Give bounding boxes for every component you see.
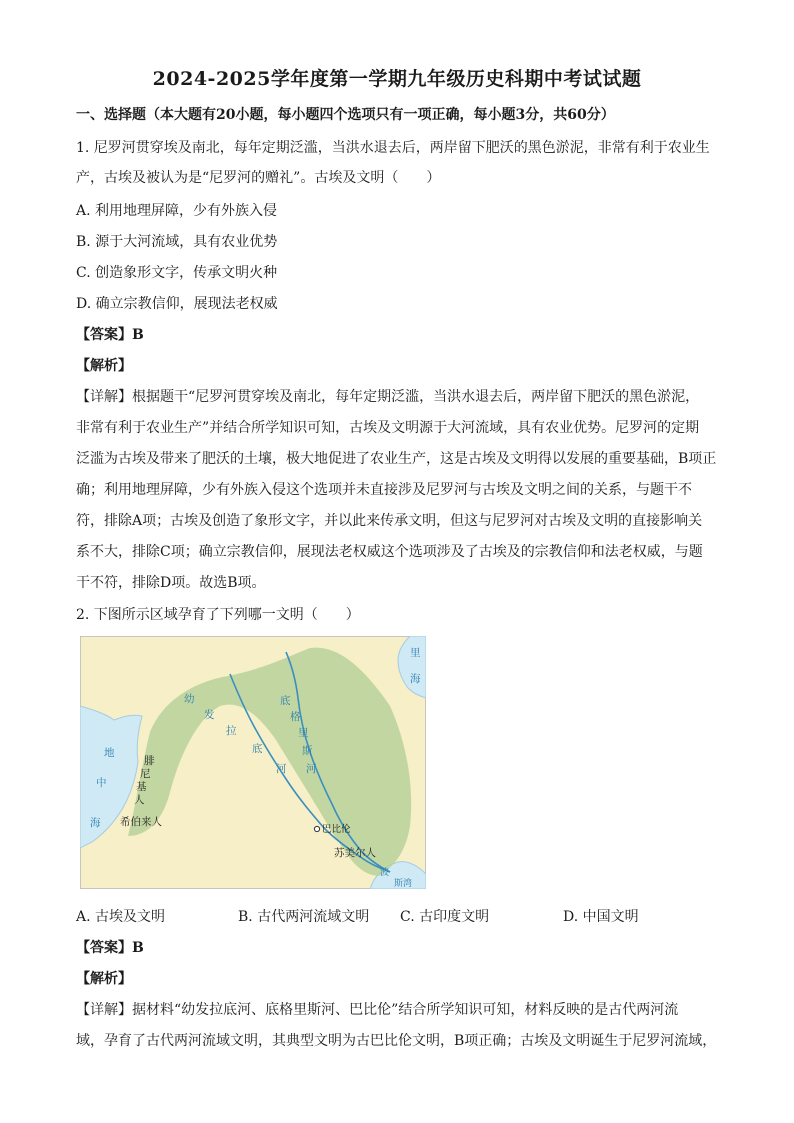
q2-analysis-label: 【解析】 bbox=[76, 971, 132, 987]
q1-answer: 【答案】B bbox=[76, 327, 144, 343]
map-label-mediterranean: 海 bbox=[90, 817, 101, 829]
map-label-sumerians: 苏美尔人 bbox=[334, 847, 376, 859]
map-label-hebrews: 希伯来人 bbox=[120, 816, 162, 828]
map-label-tigris: 底 bbox=[280, 695, 291, 707]
q1-option-a: A. 利用地理屏障，少有外族入侵 bbox=[76, 203, 278, 219]
q2-detail-line: 域，孕育了古代两河流域文明，其典型文明为古巴比伦文明，B项正确；古埃及文明诞生于尼罗河流域， bbox=[76, 1033, 717, 1049]
page-title: 2024-2025学年度第一学期九年级历史科期中考试试题 bbox=[152, 68, 642, 90]
q1-detail-line: 系不大，排除C项；确立宗教信仰，展现法老权威这个选项涉及了古埃及的宗教信仰和法老权威，与题 bbox=[76, 544, 703, 560]
q1-stem-line2: 产，古埃及被认为是“尼罗河的赠礼”。古埃及文明（ ） bbox=[76, 170, 441, 186]
map-label-phoenicians: 尼 bbox=[140, 768, 151, 780]
map-label-caspian: 里 bbox=[410, 647, 421, 659]
q1-option-d: D. 确立宗教信仰，展现法老权威 bbox=[76, 296, 278, 312]
map-label-euphrates: 拉 bbox=[226, 725, 237, 737]
map-label-euphrates: 发 bbox=[204, 709, 215, 721]
q1-detail-line: 干不符，排除D项。故选B项。 bbox=[76, 575, 266, 591]
q1-analysis-label: 【解析】 bbox=[76, 358, 132, 374]
section-heading: 一、选择题（本大题有20小题，每小题四个选项只有一项正确，每小题3分，共60分） bbox=[76, 107, 615, 123]
map-label-euphrates: 底 bbox=[252, 743, 263, 755]
q1-stem-line1: 1. 尼罗河贯穿埃及南北，每年定期泛滥，当洪水退去后，两岸留下肥沃的黑色淤泥，非常有利于农业生 bbox=[76, 140, 710, 156]
q1-detail-line: 符，排除A项；古埃及创造了象形文字，并以此来传承文明，但这与尼罗河对古埃及文明的直接影响关 bbox=[76, 513, 703, 529]
map-label-tigris: 里 bbox=[298, 727, 309, 739]
map-label-tigris: 格 bbox=[290, 711, 301, 723]
q2-option-b: B. 古代两河流域文明 bbox=[238, 909, 370, 925]
q1-detail-line: 非常有利于农业生产”并结合所学知识可知，古埃及文明源于大河流域，具有农业优势。尼罗河的定期 bbox=[76, 420, 700, 436]
map-label-caspian: 海 bbox=[410, 673, 421, 685]
q2-option-d: D. 中国文明 bbox=[563, 909, 639, 925]
mesopotamia-map bbox=[80, 636, 426, 889]
q2-stem: 2. 下图所示区域孕育了下列哪一文明（ ） bbox=[76, 607, 360, 623]
q1-detail-line: 【详解】根据题干“尼罗河贯穿埃及南北，每年定期泛滥，当洪水退去后，两岸留下肥沃的黑色淤泥， bbox=[76, 389, 700, 405]
map-label-euphrates: 幼 bbox=[184, 693, 195, 705]
q2-option-a: A. 古埃及文明 bbox=[76, 909, 166, 925]
map-label-phoenicians: 腓 bbox=[144, 755, 155, 767]
q2-detail-line: 【详解】据材料“幼发拉底河、底格里斯河、巴比伦”结合所学知识可知，材料反映的是古代两河流 bbox=[76, 1002, 679, 1018]
map-label-tigris: 斯 bbox=[302, 745, 313, 757]
babylon-marker bbox=[314, 826, 319, 831]
q1-detail-line: 泛滥为古埃及带来了肥沃的土壤，极大地促进了农业生产，这是古埃及文明得以发展的重要基础，B项正 bbox=[76, 451, 717, 467]
map-label-babylon: 巴比伦 bbox=[322, 824, 351, 835]
q1-option-c: C. 创造象形文字，传承文明火种 bbox=[76, 265, 278, 281]
map-label-euphrates: 河 bbox=[276, 763, 287, 775]
map-label-phoenicians: 基 bbox=[136, 781, 147, 793]
map-label-persian-gulf: 斯湾 bbox=[394, 879, 413, 889]
map-label-mediterranean: 中 bbox=[96, 777, 107, 789]
q2-option-c: C. 古印度文明 bbox=[400, 909, 490, 925]
map-label-persian-gulf: 波 bbox=[380, 868, 390, 878]
q2-answer: 【答案】B bbox=[76, 940, 144, 956]
q1-detail-line: 确；利用地理屏障，少有外族入侵这个选项并未直接涉及尼罗河与古埃及文明之间的关系，与题干不 bbox=[76, 482, 692, 498]
map-label-tigris: 河 bbox=[306, 763, 317, 775]
q1-option-b: B. 源于大河流域，具有农业优势 bbox=[76, 234, 278, 250]
map-label-phoenicians: 人 bbox=[134, 794, 145, 806]
map-label-mediterranean: 地 bbox=[104, 747, 115, 759]
